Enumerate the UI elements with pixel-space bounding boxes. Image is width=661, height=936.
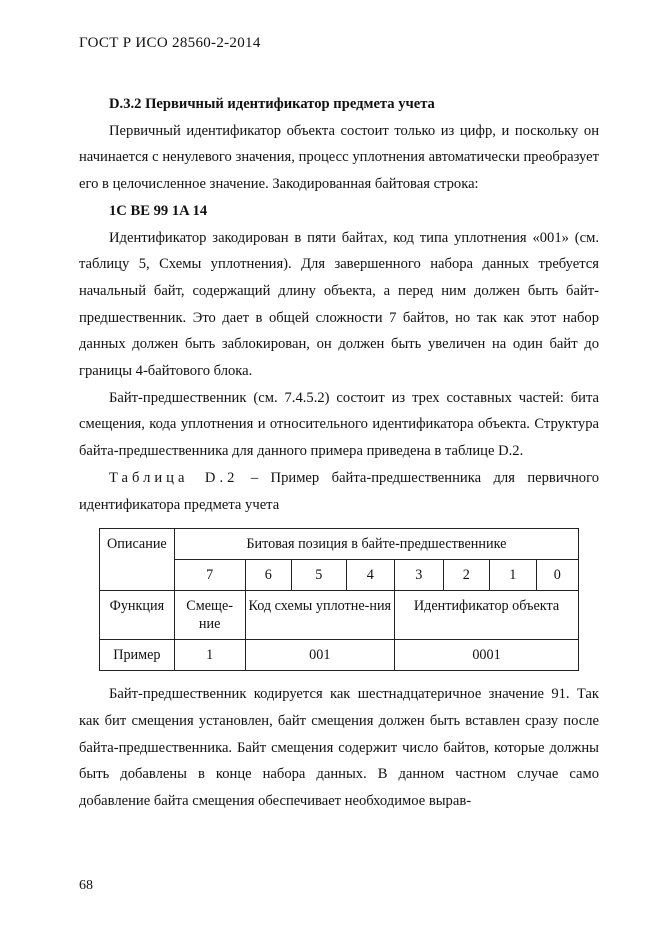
paragraph-3: Байт-предшественник (см. 7.4.5.2) состоит из трех составных частей: бита смещения, кода уплотнения и относительного идентификатора объекта. Структура байта-предшественника для данного примера приведена в таблице D.2. [79,389,599,460]
encoded-byte-string: 1C BE 99 1A 14 [109,202,208,219]
description-header-cell: Описание [100,529,175,591]
table-caption [79,465,599,518]
function-code-cell: Код схемы уплотне-ния [245,591,395,640]
bit-position-header-cell: Битовая позиция в байте-предшественнике [174,529,578,560]
table-header-row [100,529,579,560]
bit-cell: 5 [291,560,346,591]
paragraph-1: Первичный идентификатор объекта состоит только из цифр, и поскольку он начинается с ненулевого значения, процесс уплотнения автоматически преобразует его в целочисленное значение. Закодированная байтовая строка: [79,122,599,193]
bit-cell: 7 [174,560,245,591]
bit-cell: 3 [395,560,444,591]
page-number: 68 [79,878,93,893]
function-id-cell: Идентификатор объекта [395,591,579,640]
example-code-cell: 001 [245,640,395,671]
page-content [79,91,599,815]
bit-cell: 1 [490,560,536,591]
example-row [100,640,579,671]
example-offset-cell: 1 [174,640,245,671]
section-heading: D.3.2 Первичный идентификатор предмета учета [109,96,435,112]
document-header: ГОСТ Р ИСО 28560-2-2014 [79,35,261,51]
table-caption-text: – Пример байта-предшественника для первичного идентификатора предмета учета [79,469,599,513]
bit-cell: 6 [245,560,291,591]
paragraph-2: Идентификатор закодирован в пяти байтах, код типа уплотнения «001» (см. таблицу 5, Схемы уплотнения). Для завершенного набора данных требуется начальный байт, содержащий длину объекта, а перед ним должен быть байт-предшественник. Это дает в общей сложности 7 байтов, но так как этот набор данных должен быть заблокирован, он должен быть увеличен на один байт до границы 4-байтового блока. [79,229,599,380]
bit-cell: 0 [536,560,578,591]
function-offset-cell: Смеще-ние [174,591,245,640]
function-row [100,591,579,640]
bit-cell: 2 [443,560,489,591]
example-id-cell: 0001 [395,640,579,671]
example-label-cell: Пример [100,640,175,671]
precursor-table [99,528,579,671]
function-label-cell: Функция [100,591,175,640]
bit-cell: 4 [346,560,395,591]
table-caption-label: Таблица D.2 [109,469,239,486]
paragraph-4: Байт-предшественник кодируется как шестнадцатеричное значение 91. Так как бит смещения установлен, байт смещения должен быть вставлен сразу после байта-предшественника. Байт смещения содержит число байтов, которые должны быть добавлены в конце набора данных. В данном частном случае само добавление байта смещения обеспечивает необходимое вырав- [79,686,599,810]
